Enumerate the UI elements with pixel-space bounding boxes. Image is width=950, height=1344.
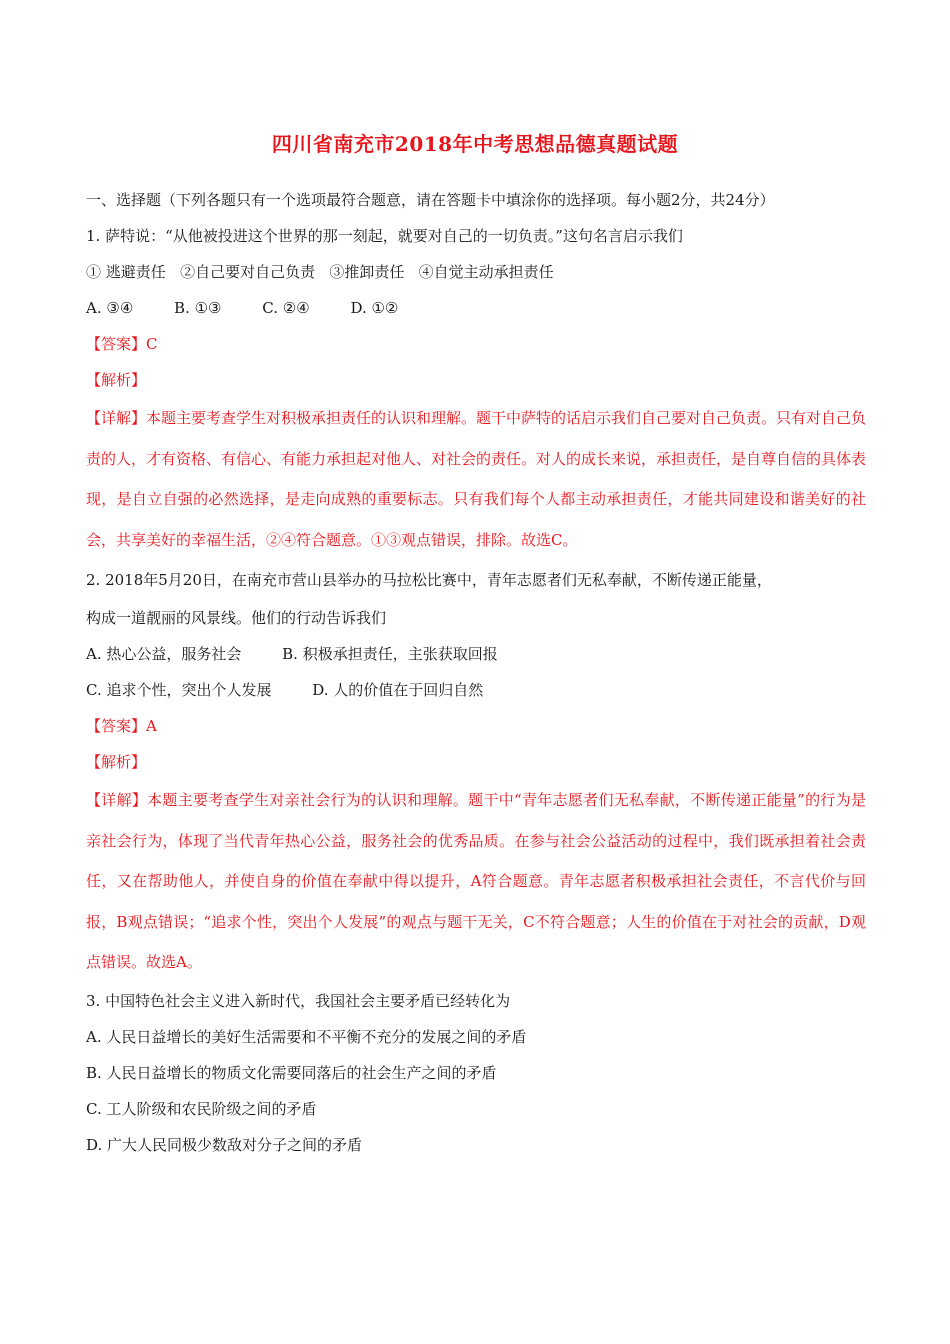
q3-stem: 3. 中国特色社会主义进入新时代，我国社会主要矛盾已经转化为: [86, 991, 511, 1010]
q2-detail: 【详解】本题主要考查学生对亲社会行为的认识和理解。题干中“青年志愿者们无私奉献，不断传递正能量”的行为是亲社会行为，体现了当代青年热心公益，服务社会的优秀品质。在参与社会公益活动的过程中，我们既承担着社会责任，又在帮助他人，并使自身的价值在奉献中得以提升，A符合题意。青年志愿者积极承担社会责任，不言代价与回报，B观点错误；“追求个性，突出个人发展”的观点与题干无关，C不符合题意；人生的价值在于对社会的贡献，D观点错误。故选A。: [86, 791, 866, 971]
q3-option-c: C. 工人阶级和农民阶级之间的矛盾: [86, 1099, 317, 1118]
q1-analysis-label: 【解析】: [86, 371, 147, 389]
q1-option-b: B. ①③: [174, 299, 222, 317]
q2-option-d: D. 人的价值在于回归自然: [312, 681, 484, 699]
q2-options-row2: [86, 672, 866, 708]
exam-content: [86, 182, 866, 1163]
q2-options-row1: [86, 636, 866, 672]
q2-option-a: A. 热心公益，服务社会: [86, 645, 242, 663]
q3-option-b: B. 人民日益增长的物质文化需要同落后的社会生产之间的矛盾: [86, 1063, 497, 1082]
q3-option-a: A. 人民日益增长的美好生活需要和不平衡不充分的发展之间的矛盾: [86, 1027, 527, 1046]
page-title: 四川省南充市2018年中考思想品德真题试题: [271, 132, 679, 156]
q2-option-b: B. 积极承担责任，主张获取回报: [282, 645, 498, 663]
q3-option-d: D. 广大人民同极少数敌对分子之间的矛盾: [86, 1135, 363, 1154]
q2-stem-line1: 2. 2018年5月20日，在南充市营山县举办的马拉松比赛中，青年志愿者们无私奉献，不断传递正能量，: [86, 571, 772, 589]
q2-option-c: C. 追求个性，突出个人发展: [86, 681, 272, 699]
q1-option-c: C. ②④: [262, 299, 310, 317]
q2-answer: 【答案】A: [86, 717, 157, 735]
section-header: 一、选择题（下列各题只有一个选项最符合题意，请在答题卡中填涂你的选择项。每小题2分，共24分）: [86, 191, 775, 209]
q1-option-d: D. ①②: [350, 299, 399, 317]
q1-detail: 【详解】本题主要考查学生对积极承担责任的认识和理解。题干中萨特的话启示我们自己要对自己负责。只有对自己负责的人，才有资格、有信心、有能力承担起对他人、对社会的责任。对人的成长来说，承担责任，是自尊自信的具体表现，是自立自强的必然选择，是走向成熟的重要标志。只有我们每个人都主动承担责任，才能共同建设和谐美好的社会，共享美好的幸福生活，②④符合题意。①③观点错误，排除。故选C。: [86, 409, 867, 549]
q1-options: [86, 290, 866, 326]
q1-option-a: A. ③④: [86, 299, 134, 317]
q1-statements: ① 逃避责任 ②自己要对自己负责 ③推卸责任 ④自觉主动承担责任: [86, 263, 554, 281]
q1-answer: 【答案】C: [86, 335, 158, 353]
q1-stem: 1. 萨特说：“从他被投进这个世界的那一刻起，就要对自己的一切负责。”这句名言启示我们: [86, 227, 683, 245]
q2-stem-line2: 构成一道靓丽的风景线。他们的行动告诉我们: [86, 609, 387, 627]
q2-analysis-label: 【解析】: [86, 753, 147, 771]
